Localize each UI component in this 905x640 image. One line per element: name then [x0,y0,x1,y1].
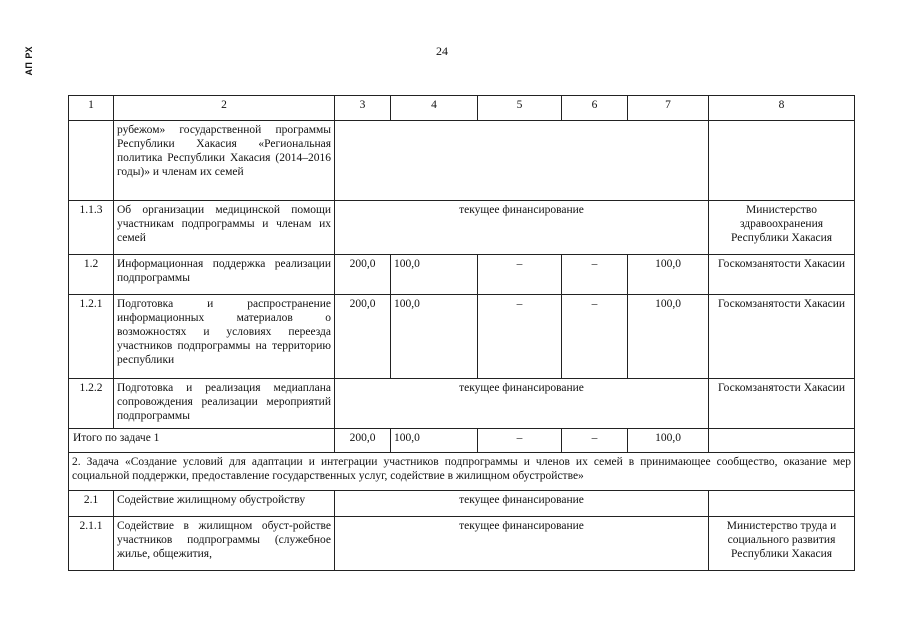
header-col-7: 7 [628,96,709,121]
row-value-3: 200,0 [335,295,391,379]
row-number: 1.2.2 [69,379,114,429]
table-row [69,295,855,379]
table-row [69,379,855,429]
row-funding: текущее финансирование [335,379,709,429]
row-text: Подготовка и реализация медиаплана сопровождения реализации мероприятий подпрограммы [114,379,335,429]
row-text: Содействие жилищному обустройству [114,491,335,517]
row-number: 1.1.3 [69,201,114,255]
table-row [69,255,855,295]
row-value-7: 100,0 [628,255,709,295]
row-text: Об организации медицинской помощи участникам подпрограммы и членам их семей [114,201,335,255]
program-table [68,95,855,571]
header-col-3: 3 [335,96,391,121]
total-executor-empty [709,429,855,453]
row-number: 1.2 [69,255,114,295]
header-col-6: 6 [562,96,628,121]
row-executor: Госкомзанятости Хакасии [709,255,855,295]
table-row [69,491,855,517]
row-value-5: – [478,295,562,379]
total-row [69,429,855,453]
row-number: 2.1 [69,491,114,517]
row-value-4: 100,0 [391,255,478,295]
table-row [69,517,855,571]
row-value-7: 100,0 [628,295,709,379]
row-value-4: 100,0 [391,295,478,379]
table-row [69,201,855,255]
row-number: 2.1.1 [69,517,114,571]
row-value-6: – [562,295,628,379]
total-value-3: 200,0 [335,429,391,453]
side-label: АП РХ [24,46,34,76]
header-col-5: 5 [478,96,562,121]
total-value-4: 100,0 [391,429,478,453]
header-row [69,96,855,121]
row-funding-empty [335,121,709,201]
row-executor: Госкомзанятости Хакасии [709,379,855,429]
row-text: Содействие в жилищном обуст-ройстве участников подпрограммы (служебное жилье, общежития, [114,517,335,571]
header-col-8: 8 [709,96,855,121]
row-value-5: – [478,255,562,295]
table-row [69,121,855,201]
row-executor: Министерство здравоохранения Республики Хакасия [709,201,855,255]
total-value-7: 100,0 [628,429,709,453]
row-text: Подготовка и распространение информационных материалов о возможностях и условиях переезда участников подпрограммы на территорию республики [114,295,335,379]
row-value-3: 200,0 [335,255,391,295]
row-number: 1.2.1 [69,295,114,379]
row-number [69,121,114,201]
header-col-1: 1 [69,96,114,121]
page-number: 24 [436,44,448,58]
total-value-6: – [562,429,628,453]
row-funding: текущее финансирование [335,201,709,255]
header-col-2: 2 [114,96,335,121]
row-executor: Госкомзанятости Хакасии [709,295,855,379]
task-2-heading: 2. Задача «Создание условий для адаптации и интеграции участников подпрограммы и членов их семей в принимающее сообщество, оказание мер социальной поддержки, предоставление государственных услуг, содействие в жилищном обустройстве» [69,453,855,491]
row-executor: Министерство труда и социального развития Республики Хакасия [709,517,855,571]
total-value-5: – [478,429,562,453]
row-value-6: – [562,255,628,295]
task-row [69,453,855,491]
row-executor [709,491,855,517]
row-funding: текущее финансирование [335,517,709,571]
row-text: рубежом» государственной программы Республики Хакасия «Региональная политика Республики Хакасия (2014–2016 годы)» и членам их семей [114,121,335,201]
total-label: Итого по задаче 1 [69,429,335,453]
header-col-4: 4 [391,96,478,121]
row-text: Информационная поддержка реализации подпрограммы [114,255,335,295]
row-executor [709,121,855,201]
row-funding: текущее финансирование [335,491,709,517]
